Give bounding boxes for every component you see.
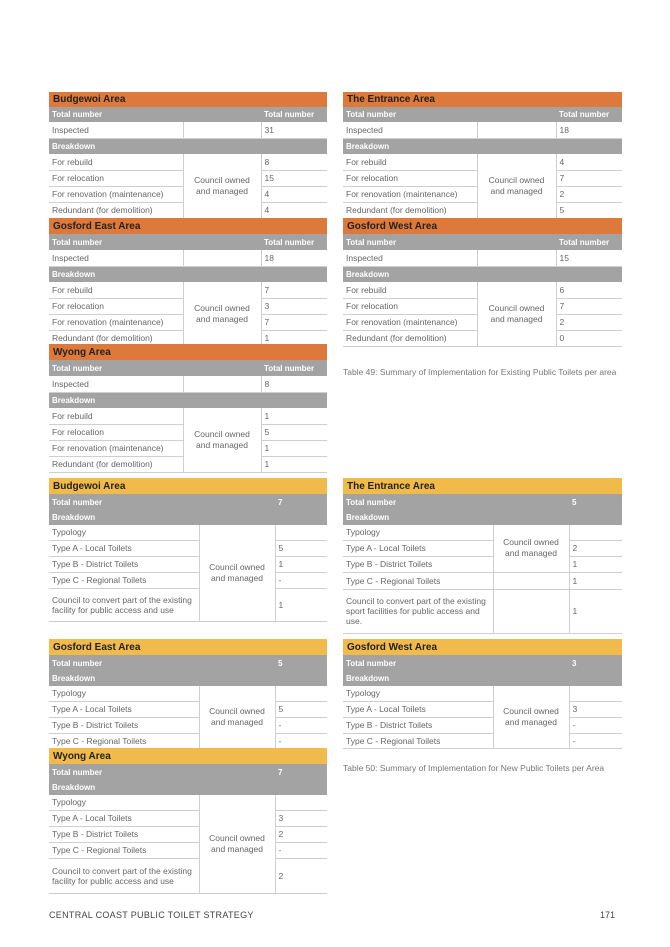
row-label: Redundant (for demolition) [49,202,183,218]
breakdown-header: Breakdown [343,510,622,525]
breakdown-header: Breakdown [49,780,327,795]
existing-table-gosford-east [49,218,327,347]
row-label: Type A - Local Toilets [49,701,199,717]
row-label: For rebuild [49,282,183,298]
row-label: For relocation [343,170,477,186]
row-label: Type C - Regional Toilets [343,572,493,589]
area-title: Gosford West Area [343,639,622,655]
area-title: The Entrance Area [343,478,622,494]
row-label: For renovation (maintenance) [343,314,477,330]
area-title: Budgewoi Area [49,92,327,107]
existing-table-the-entrance [343,92,622,219]
cell-value: 1 [275,588,327,621]
breakdown-header: Breakdown [49,138,327,154]
cell-value: 2 [275,858,327,893]
footer-title: CENTRAL COAST PUBLIC TOILET STRATEGY [49,910,254,920]
row-label: For rebuild [49,154,183,170]
breakdown-header: Breakdown [343,266,622,282]
row-label: Type A - Local Toilets [49,540,199,556]
cell-value: 3 [569,701,622,717]
total-number-header: Total number [49,764,275,780]
cell-value: 1 [569,572,622,589]
row-label: Type B - District Toilets [343,717,493,733]
breakdown-header: Breakdown [49,266,327,282]
cell-value: 1 [569,556,622,572]
existing-table-gosford-west [343,218,622,347]
cell-value: 4 [556,154,622,170]
typology-label: Typology [49,686,199,701]
area-title: The Entrance Area [343,92,622,107]
row-label: For renovation (maintenance) [49,314,183,330]
table-49-caption: Table 49: Summary of Implementation for Existing Public Toilets per area [343,367,617,377]
row-label: For renovation (maintenance) [49,186,183,202]
row-label: Type B - District Toilets [49,717,199,733]
row-label: Inspected [343,122,477,138]
breakdown-header: Breakdown [49,671,327,686]
cell-value: 5 [275,540,327,556]
total-number-header: Total number [261,107,327,122]
cell-value: 1 [261,440,327,456]
cell-value: - [569,733,622,748]
row-label: Type B - District Toilets [49,826,199,842]
row-label: Inspected [49,250,183,266]
council-label: Council owned and managed [199,525,275,621]
cell-value: 18 [261,250,327,266]
breakdown-header: Breakdown [49,392,327,408]
row-label: Type B - District Toilets [343,556,493,572]
area-title: Wyong Area [49,748,327,764]
row-label: Redundant (for demolition) [343,202,477,218]
row-label: Inspected [49,122,183,138]
row-label: Council to convert part of the existing facility for public access and use [49,588,199,621]
total-number-header: Total number [556,107,622,122]
row-label: Redundant (for demolition) [343,330,477,346]
row-label: For renovation (maintenance) [49,440,183,456]
area-title: Gosford East Area [49,639,327,655]
new-table-budgewoi [49,478,327,622]
new-table-the-entrance [343,478,622,634]
cell-value: 31 [261,122,327,138]
total-number-header: Total number [49,107,261,122]
typology-label: Typology [49,795,199,810]
row-label: Type A - Local Toilets [343,701,493,717]
row-label: For rebuild [343,282,477,298]
total-number-header: Total number [49,494,275,510]
row-label: Type A - Local Toilets [343,540,493,556]
total-value: 7 [275,764,327,780]
typology-label: Typology [343,525,493,540]
cell-value: 2 [275,826,327,842]
row-label: Type C - Regional Toilets [49,842,199,858]
row-label: For relocation [343,298,477,314]
existing-table-budgewoi [49,92,327,219]
page-number: 171 [600,910,616,920]
cell-value: 7 [261,314,327,330]
row-label: Inspected [49,376,183,392]
area-title: Gosford West Area [343,218,622,234]
row-label: Type C - Regional Toilets [49,733,199,748]
cell-value: 2 [556,314,622,330]
total-number-header: Total number [49,655,275,671]
total-number-header: Total number [343,655,569,671]
total-value: 7 [275,494,327,510]
row-label: Type B - District Toilets [49,556,199,572]
new-table-wyong [49,748,327,894]
cell-value: 1 [569,589,622,633]
cell-value: 15 [261,170,327,186]
cell-value: - [569,717,622,733]
council-label: Council owned and managed [493,686,569,748]
cell-value: 6 [556,282,622,298]
total-number-header: Total number [261,234,327,250]
cell-value: 1 [275,556,327,572]
cell-value: 5 [556,202,622,218]
council-label: Council owned and managed [493,525,569,572]
total-number-header: Total number [556,234,622,250]
breakdown-header: Breakdown [343,671,622,686]
row-label: For renovation (maintenance) [343,186,477,202]
council-label: Council owned and managed [477,282,556,346]
row-label: For rebuild [49,408,183,424]
table-50-caption: Table 50: Summary of Implementation for New Public Toilets per Area [343,763,605,773]
cell-value: 8 [261,376,327,392]
row-label: Redundant (for demolition) [49,330,183,346]
new-table-gosford-east [49,639,327,749]
row-label: Type C - Regional Toilets [343,733,493,748]
council-label: Council owned and managed [183,154,261,218]
cell-value: 18 [556,122,622,138]
cell-value: 2 [569,540,622,556]
cell-value: - [275,572,327,588]
row-label: Inspected [343,250,477,266]
cell-value: 7 [556,170,622,186]
total-value: 5 [569,494,622,510]
cell-value: - [275,842,327,858]
cell-value: 3 [261,298,327,314]
existing-table-wyong [49,344,327,473]
cell-value: - [275,733,327,748]
breakdown-header: Breakdown [49,510,327,525]
row-label: For relocation [49,298,183,314]
council-label: Council owned and managed [199,795,275,893]
total-number-header: Total number [49,234,261,250]
total-number-header: Total number [343,107,556,122]
council-label: Council owned and managed [183,282,261,346]
council-label: Council owned and managed [199,686,275,748]
cell-value: - [275,717,327,733]
total-number-header: Total number [343,234,556,250]
breakdown-header: Breakdown [343,138,622,154]
row-label: For relocation [49,424,183,440]
total-value: 3 [569,655,622,671]
total-number-header: Total number [261,360,327,376]
typology-label: Typology [343,686,493,701]
area-title: Budgewoi Area [49,478,327,494]
cell-value: 2 [556,186,622,202]
new-table-gosford-west [343,639,622,749]
cell-value: 5 [261,424,327,440]
row-label: For relocation [49,170,183,186]
cell-value: 1 [261,330,327,346]
total-number-header: Total number [343,494,569,510]
row-label: Type A - Local Toilets [49,810,199,826]
council-label: Council owned and managed [183,408,261,472]
cell-value: 4 [261,186,327,202]
cell-value: 7 [556,298,622,314]
row-label: Redundant (for demolition) [49,456,183,472]
row-label: For rebuild [343,154,477,170]
council-label: Council owned and managed [477,154,556,218]
total-number-header: Total number [49,360,261,376]
area-title: Gosford East Area [49,218,327,234]
typology-label: Typology [49,525,199,540]
row-label: Type C - Regional Toilets [49,572,199,588]
row-label: Council to convert part of the existing sport facilities for public access and use. [343,589,493,633]
cell-value: 15 [556,250,622,266]
cell-value: 1 [261,456,327,472]
row-label: Council to convert part of the existing facility for public access and use [49,858,199,893]
total-value: 5 [275,655,327,671]
cell-value: 8 [261,154,327,170]
cell-value: 4 [261,202,327,218]
cell-value: 0 [556,330,622,346]
area-title: Wyong Area [49,344,327,360]
cell-value: 7 [261,282,327,298]
cell-value: 1 [261,408,327,424]
cell-value: 3 [275,810,327,826]
cell-value: 5 [275,701,327,717]
